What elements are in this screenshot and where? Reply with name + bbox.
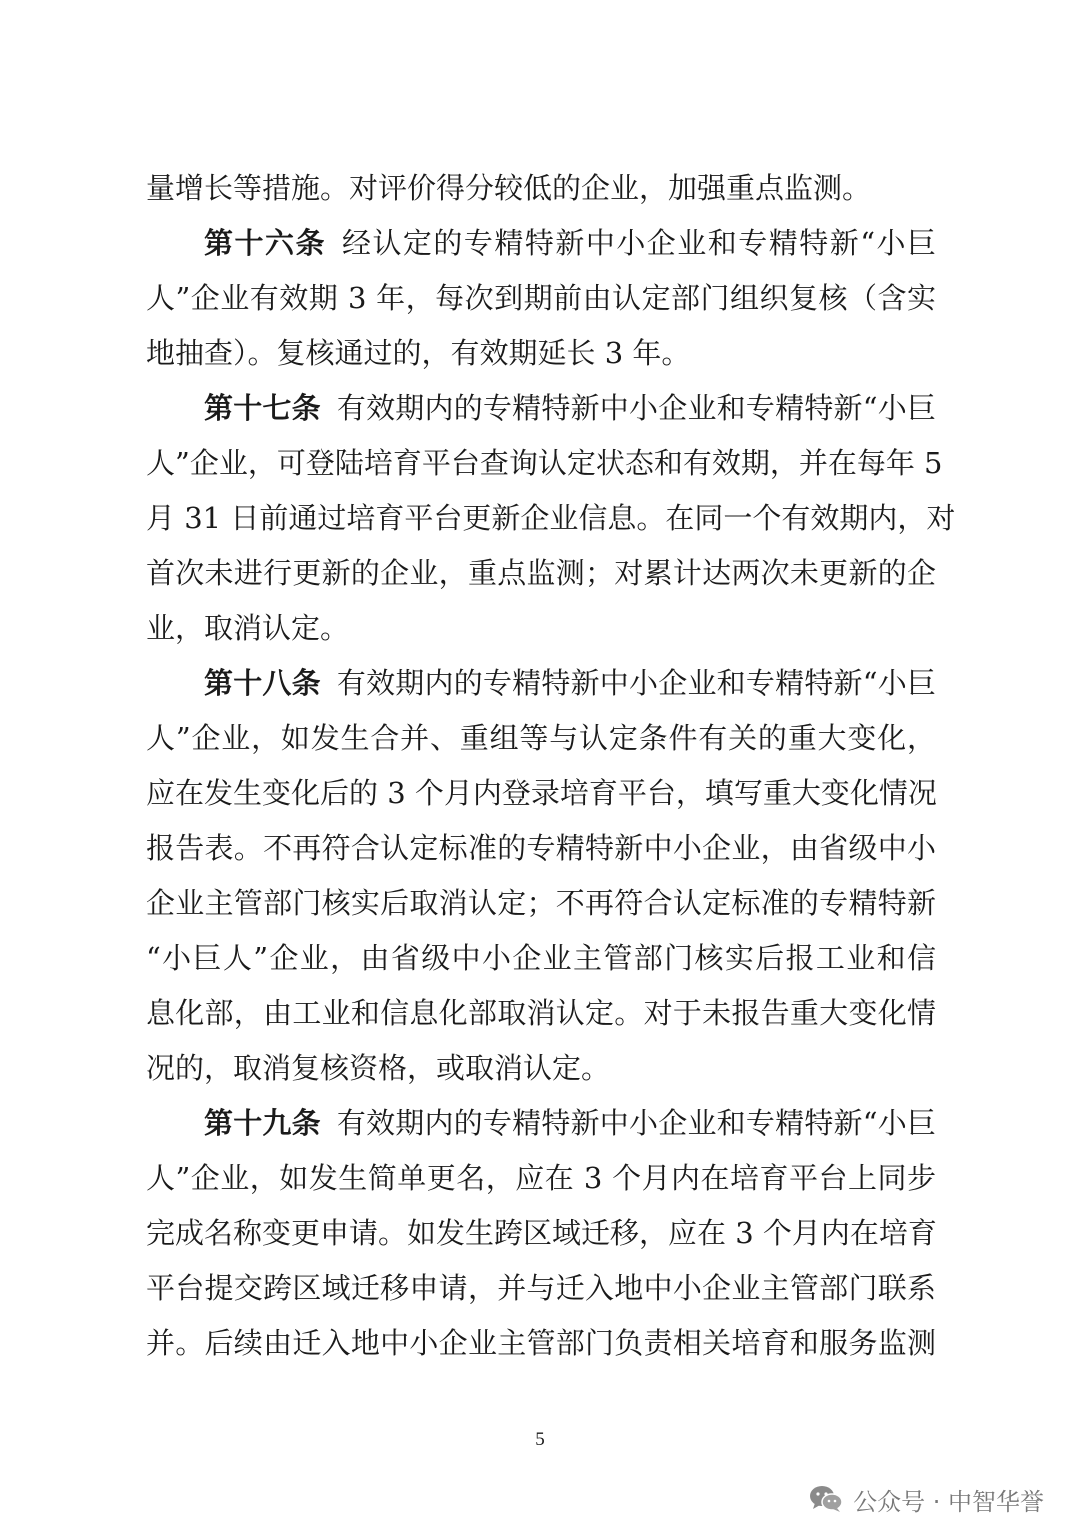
text-line: 应在发生变化后的 3 个月内登录培育平台，填写重大变化情况 (146, 776, 937, 810)
article-heading: 第十八条 (204, 666, 321, 700)
text-line: “小巨人”企业，由省级中小企业主管部门核实后报工业和信 (146, 941, 936, 975)
article-heading: 第十七条 (204, 391, 321, 425)
text-line: 首次未进行更新的企业，重点监测；对累计达两次未更新的企 (146, 556, 936, 590)
article-17-first-line (204, 388, 936, 428)
article-16-first-line (204, 223, 936, 263)
text-line: 月 31 日前通过培育平台更新企业信息。在同一个有效期内，对 (146, 501, 956, 535)
text-line: 并。后续由迁入地中小企业主管部门负责相关培育和服务监测 (146, 1326, 936, 1360)
text-line: 人”企业，可登陆培育平台查询认定状态和有效期，并在每年 5 (146, 446, 943, 480)
text-line: 企业主管部门核实后取消认定；不再符合认定标准的专精特新 (146, 886, 936, 920)
text-line: 况的，取消复核资格，或取消认定。 (146, 1051, 611, 1085)
wechat-icon (809, 1484, 843, 1514)
text-line: 人”企业，如发生合并、重组等与认定条件有关的重大变化， (146, 721, 936, 755)
article-18-first-line (204, 663, 936, 703)
text-line: 报告表。不再符合认定标准的专精特新中小企业，由省级中小 (146, 831, 936, 865)
watermark (809, 1482, 1044, 1516)
watermark-text: 公众号 · 中智华誉 (853, 1487, 1044, 1516)
text-line: 经认定的专精特新中小企业和专精特新“小巨 (341, 226, 936, 260)
article-heading: 第十九条 (204, 1106, 321, 1140)
text-line: 完成名称变更申请。如发生跨区域迁移，应在 3 个月内在培育 (146, 1216, 937, 1250)
text-line: 有效期内的专精特新中小企业和专精特新“小巨 (336, 666, 936, 700)
page-number: 5 (535, 1429, 545, 1450)
article-heading: 第十六条 (204, 226, 326, 260)
text-line: 人”企业，如发生简单更名，应在 3 个月内在培育平台上同步 (146, 1161, 936, 1195)
text-line: 平台提交跨区域迁移申请，并与迁入地中小企业主管部门联系 (146, 1271, 936, 1305)
article-19-first-line (204, 1103, 936, 1143)
text-line: 业，取消认定。 (146, 611, 350, 645)
text-line: 有效期内的专精特新中小企业和专精特新“小巨 (336, 1106, 936, 1140)
text-line: 量增长等措施。对评价得分较低的企业，加强重点监测。 (146, 171, 872, 205)
text-line: 地抽查）。复核通过的，有效期延长 3 年。 (146, 336, 691, 370)
text-line: 息化部，由工业和信息化部取消认定。对于未报告重大变化情 (146, 996, 936, 1030)
text-line: 有效期内的专精特新中小企业和专精特新“小巨 (336, 391, 936, 425)
text-line: 人”企业有效期 3 年，每次到期前由认定部门组织复核（含实 (146, 281, 936, 315)
